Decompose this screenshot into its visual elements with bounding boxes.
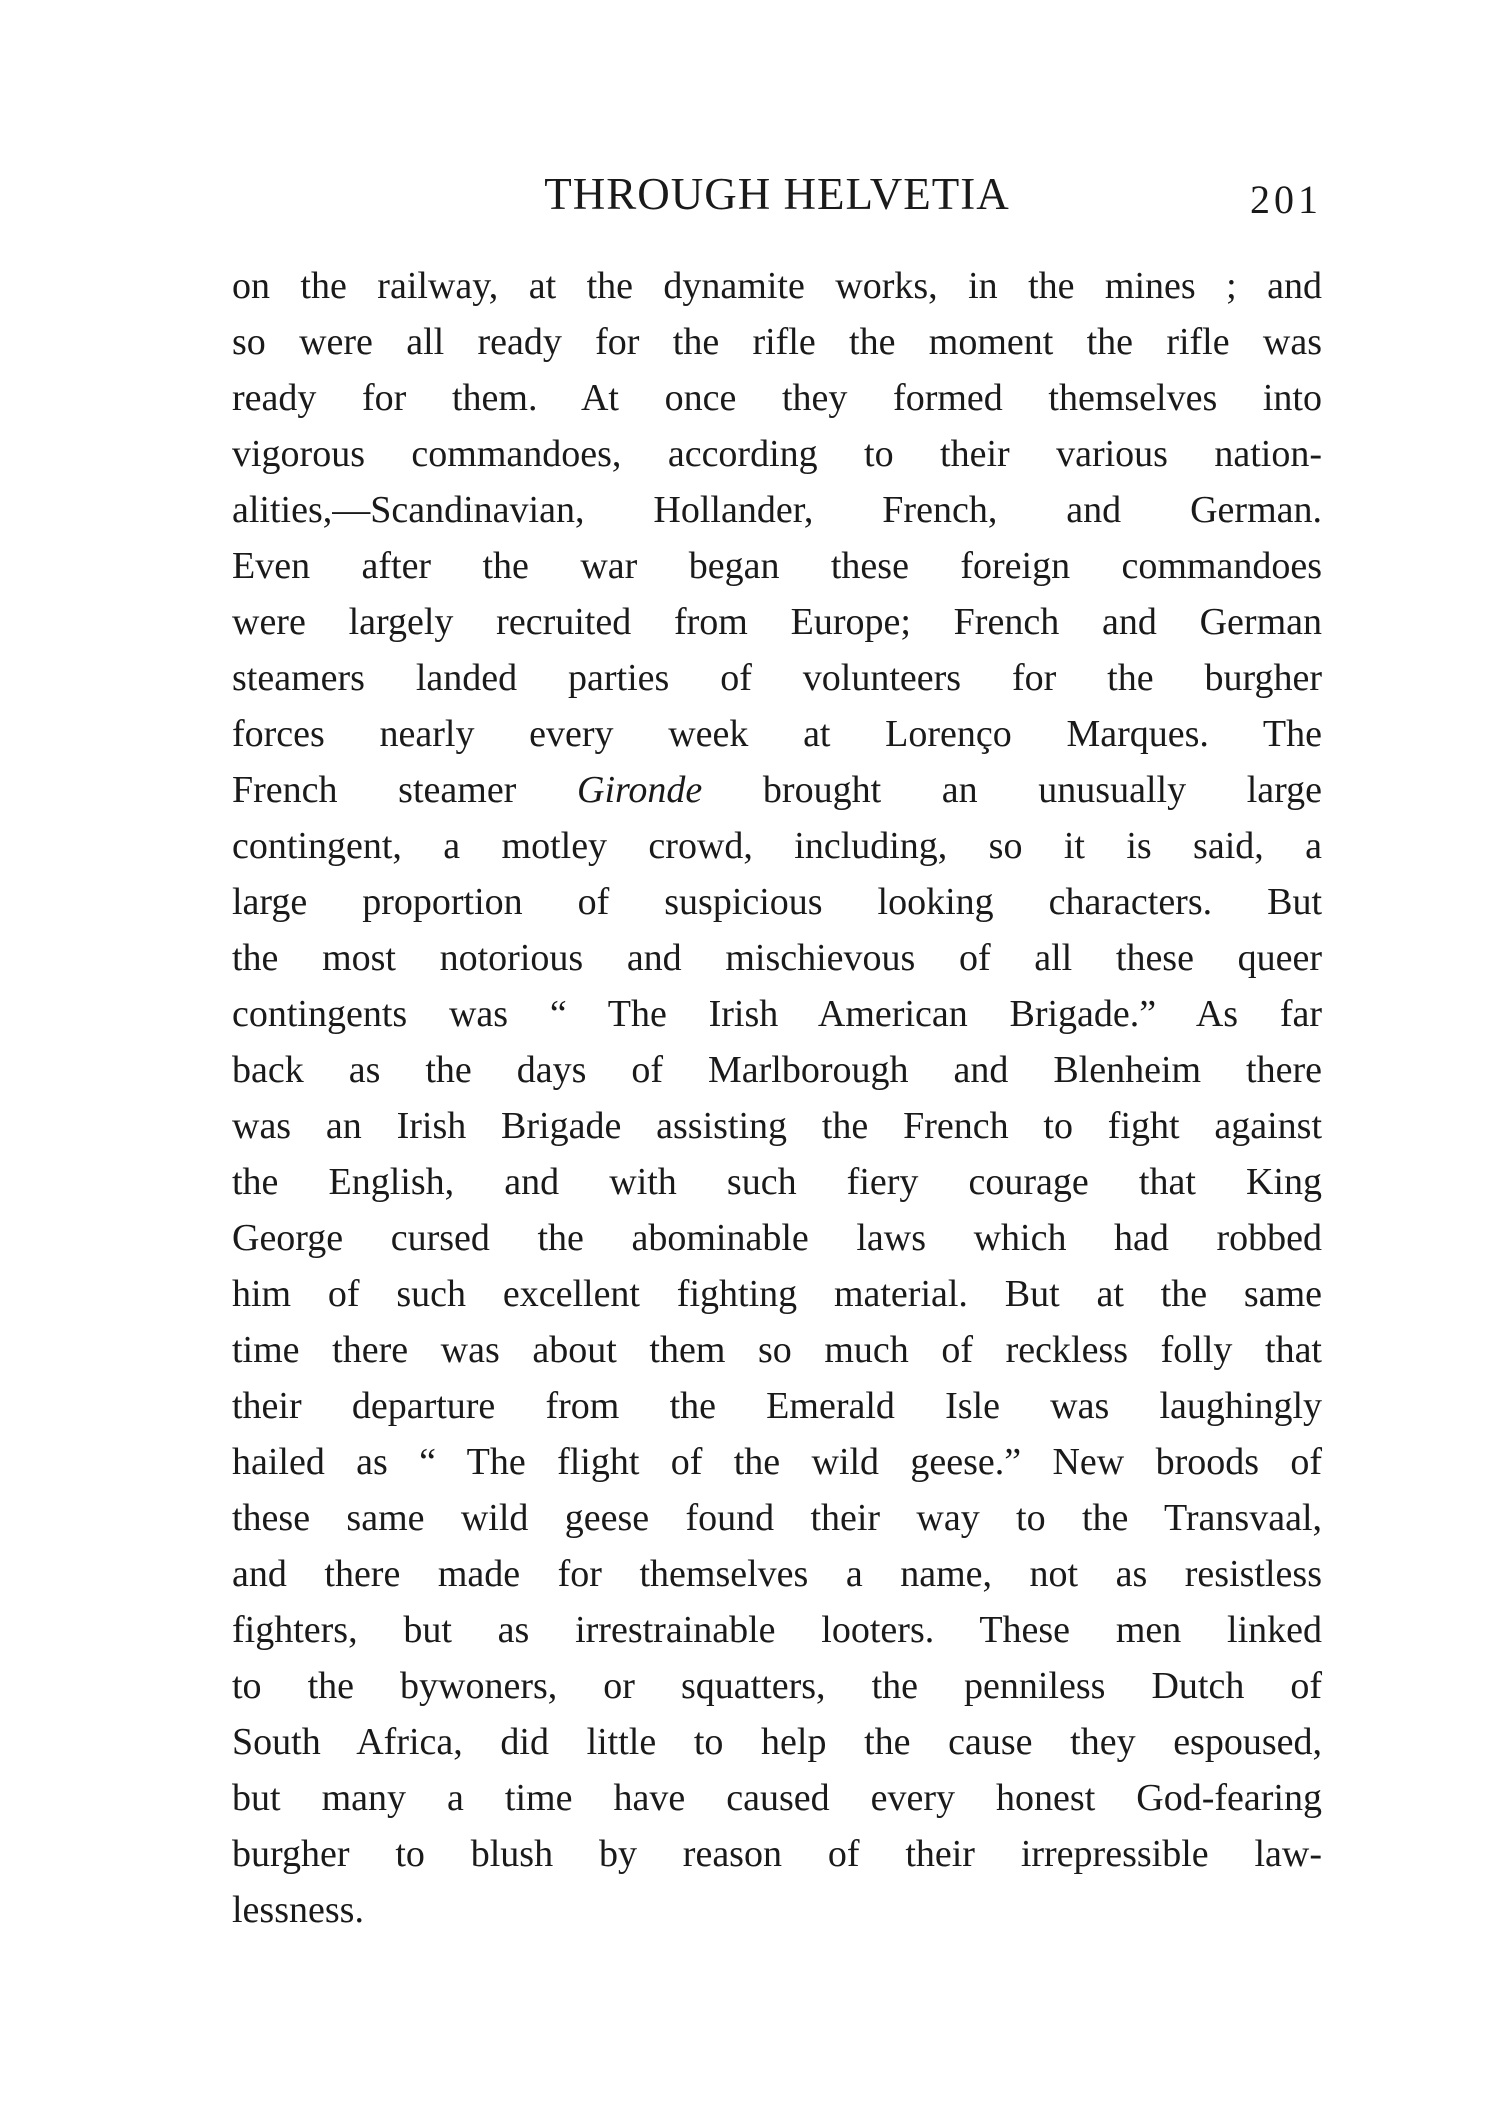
running-title: THROUGH HELVETIA [544, 169, 1010, 219]
text-line: Even after the war began these foreign commandoes [232, 545, 1322, 587]
text-line: alities,—Scandinavian, Hollander, French, and German. [232, 489, 1322, 531]
text-line: steamers landed parties of volunteers for the burgher [232, 657, 1322, 699]
text-line: and there made for themselves a name, not as resistless [232, 1553, 1322, 1595]
ship-name-italic: Gironde [577, 769, 703, 811]
text-line: back as the days of Marlborough and Blenheim there [232, 1049, 1322, 1091]
text-line: hailed as “ The flight of the wild geese.” New broods of [232, 1441, 1322, 1483]
text-line: George cursed the abominable laws which had robbed [232, 1217, 1322, 1259]
page-number: 201 [1250, 177, 1322, 222]
text-line: to the bywoners, or squatters, the penniless Dutch of [232, 1665, 1322, 1707]
page-header [232, 168, 1322, 228]
text-segment: French steamer [232, 769, 577, 811]
text-line: time there was about them so much of reckless folly that [232, 1329, 1322, 1371]
text-line: contingents was “ The Irish American Brigade.” As far [232, 993, 1322, 1035]
text-line: these same wild geese found their way to the Transvaal, [232, 1497, 1322, 1539]
text-line: burgher to blush by reason of their irrepressible law- [232, 1833, 1322, 1875]
text-line: him of such excellent fighting material. But at the same [232, 1273, 1322, 1315]
text-line: fighters, but as irrestrainable looters. These men linked [232, 1609, 1322, 1651]
text-line: but many a time have caused every honest God-fearing [232, 1777, 1322, 1819]
body-text [232, 258, 1322, 1938]
text-line: lessness. [232, 1889, 364, 1931]
text-line: on the railway, at the dynamite works, in the mines ; and [232, 265, 1322, 307]
text-line: ready for them. At once they formed themselves into [232, 377, 1322, 419]
text-line: their departure from the Emerald Isle was laughingly [232, 1385, 1322, 1427]
text-line: large proportion of suspicious looking characters. But [232, 881, 1322, 923]
text-line: was an Irish Brigade assisting the French to fight against [232, 1105, 1322, 1147]
text-line: contingent, a motley crowd, including, so it is said, a [232, 825, 1322, 867]
text-line: the most notorious and mischievous of all these queer [232, 937, 1322, 979]
text-line: the English, and with such fiery courage that King [232, 1161, 1322, 1203]
text-line: vigorous commandoes, according to their various nation- [232, 433, 1322, 475]
text-line: so were all ready for the rifle the moment the rifle was [232, 321, 1322, 363]
text-segment: brought an unusually large [702, 769, 1322, 811]
text-line [232, 762, 1322, 818]
text-line: South Africa, did little to help the cause they espoused, [232, 1721, 1322, 1763]
text-line: forces nearly every week at Lorenço Marques. The [232, 713, 1322, 755]
text-line: were largely recruited from Europe; French and German [232, 601, 1322, 643]
